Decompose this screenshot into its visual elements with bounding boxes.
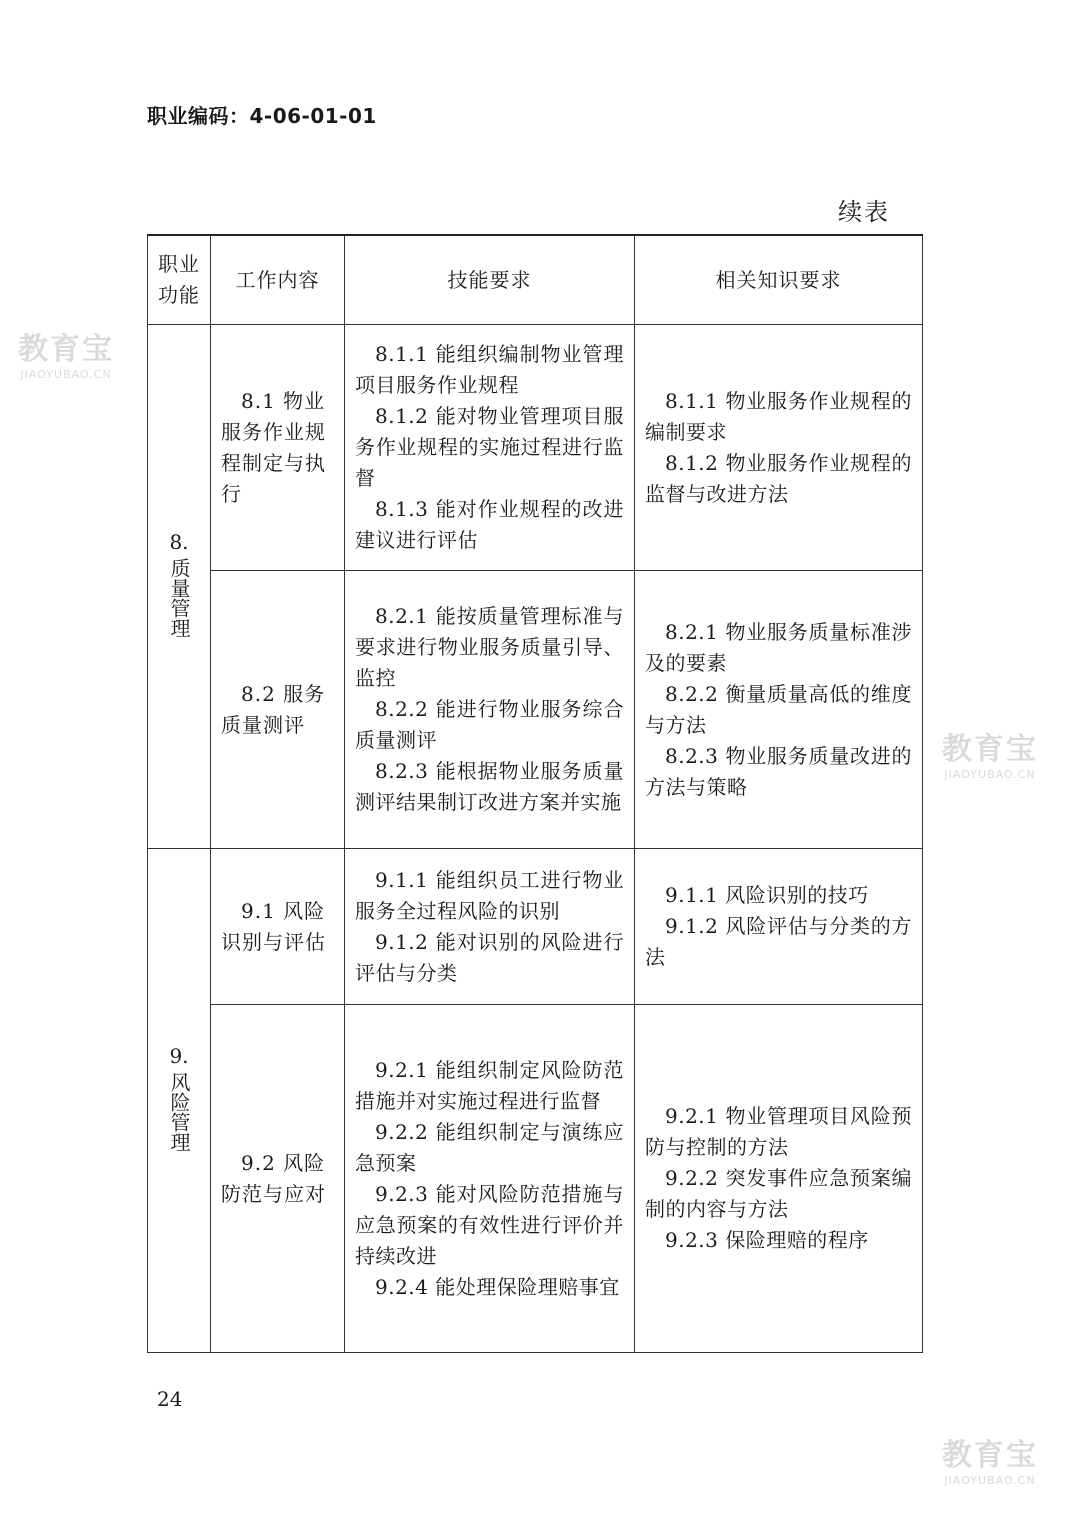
- watermark-logo: [942, 1438, 1038, 1488]
- skill-item: 8.1.2 能对物业管理项目服务作业规程的实施过程进行监督: [355, 404, 624, 490]
- table-row: [148, 571, 923, 849]
- function-cell-quality: [148, 325, 211, 849]
- skill-cell: [345, 1005, 635, 1353]
- work-content-cell: [211, 1005, 345, 1353]
- continued-label: 续表: [838, 198, 890, 226]
- knowledge-item: 9.2.2 突发事件应急预案编制的内容与方法: [645, 1166, 912, 1221]
- knowledge-cell: [635, 1005, 923, 1353]
- occupation-code: 职业编码：4-06-01-01: [147, 104, 377, 128]
- table-row: [148, 1005, 923, 1353]
- header-work-content: 工作内容: [211, 235, 345, 325]
- table-header-row: [148, 235, 923, 325]
- watermark-text: 教育宝: [18, 332, 114, 367]
- skill-item: 8.2.1 能按质量管理标准与要求进行物业服务质量引导、监控: [355, 604, 624, 690]
- function-number: 8.: [169, 529, 189, 554]
- watermark-domain: JIAOYUBAO.CN: [20, 368, 112, 381]
- watermark-logo: [18, 332, 114, 382]
- knowledge-item: 8.2.1 物业服务质量标准涉及的要素: [645, 619, 912, 675]
- knowledge-cell: [635, 849, 923, 1005]
- header-function: 职业功能: [148, 235, 211, 325]
- watermark-text: 教育宝: [942, 1438, 1038, 1473]
- skill-item: 9.2.4 能处理保险理赔事宜: [375, 1274, 620, 1299]
- skill-item: 9.2.3 能对风险防范措施与应急预案的有效性进行评价并持续改进: [355, 1181, 624, 1268]
- knowledge-item: 9.1.1 风险识别的技巧: [665, 883, 869, 907]
- watermark-logo: [942, 732, 1038, 782]
- requirements-table: [147, 234, 923, 1353]
- skill-item: 8.1.1 能组织编制物业管理项目服务作业规程: [355, 342, 624, 397]
- work-content: 9.1 风险识别与评估: [221, 898, 326, 954]
- knowledge-item: 8.1.2 物业服务作业规程的监督与改进方法: [645, 450, 912, 506]
- watermark-text: 教育宝: [942, 732, 1038, 767]
- header-skill-requirements: 技能要求: [345, 235, 635, 325]
- header-knowledge-requirements: 相关知识要求: [635, 235, 923, 325]
- table-row: [148, 849, 923, 1005]
- skill-item: 8.1.3 能对作业规程的改进建议进行评估: [355, 497, 624, 552]
- skill-item: 9.1.1 能组织员工进行物业服务全过程风险的识别: [355, 867, 624, 923]
- function-cell-risk: [148, 849, 211, 1353]
- work-content-cell: [211, 849, 345, 1005]
- skill-item: 8.2.2 能进行物业服务综合质量测评: [355, 697, 624, 752]
- knowledge-cell: [635, 571, 923, 849]
- knowledge-item: 8.2.3 物业服务质量改进的方法与策略: [645, 743, 912, 799]
- skill-cell: [345, 571, 635, 849]
- function-name: 风险管理: [167, 1071, 191, 1152]
- knowledge-item: 9.1.2 风险评估与分类的方法: [645, 914, 912, 969]
- skill-cell: [345, 849, 635, 1005]
- skill-item: 8.2.3 能根据物业服务质量测评结果制订改进方案并实施: [355, 759, 624, 814]
- function-name: 质量管理: [167, 557, 191, 638]
- work-content-cell: [211, 325, 345, 571]
- knowledge-item: 9.2.1 物业管理项目风险预防与控制的方法: [645, 1104, 912, 1159]
- work-content: 8.1 物业服务作业规程制定与执行: [221, 388, 326, 506]
- knowledge-cell: [635, 325, 923, 571]
- knowledge-item: 9.2.3 保险理赔的程序: [665, 1228, 869, 1252]
- knowledge-item: 8.1.1 物业服务作业规程的编制要求: [645, 388, 912, 444]
- watermark-domain: JIAOYUBAO.CN: [944, 1474, 1036, 1487]
- table-row: [148, 325, 923, 571]
- skill-item: 9.2.1 能组织制定风险防范措施并对实施过程进行监督: [355, 1057, 624, 1113]
- page-number: 24: [157, 1387, 183, 1411]
- work-content: 8.2 服务质量测评: [221, 681, 326, 737]
- skill-cell: [345, 325, 635, 571]
- watermark-domain: JIAOYUBAO.CN: [944, 768, 1036, 781]
- skill-item: 9.2.2 能组织制定与演练应急预案: [355, 1119, 624, 1175]
- work-content: 9.2 风险防范与应对: [221, 1150, 326, 1206]
- knowledge-item: 8.2.2 衡量质量高低的维度与方法: [645, 681, 912, 737]
- function-number: 9.: [169, 1043, 189, 1068]
- work-content-cell: [211, 571, 345, 849]
- skill-item: 9.1.2 能对识别的风险进行评估与分类: [355, 929, 624, 985]
